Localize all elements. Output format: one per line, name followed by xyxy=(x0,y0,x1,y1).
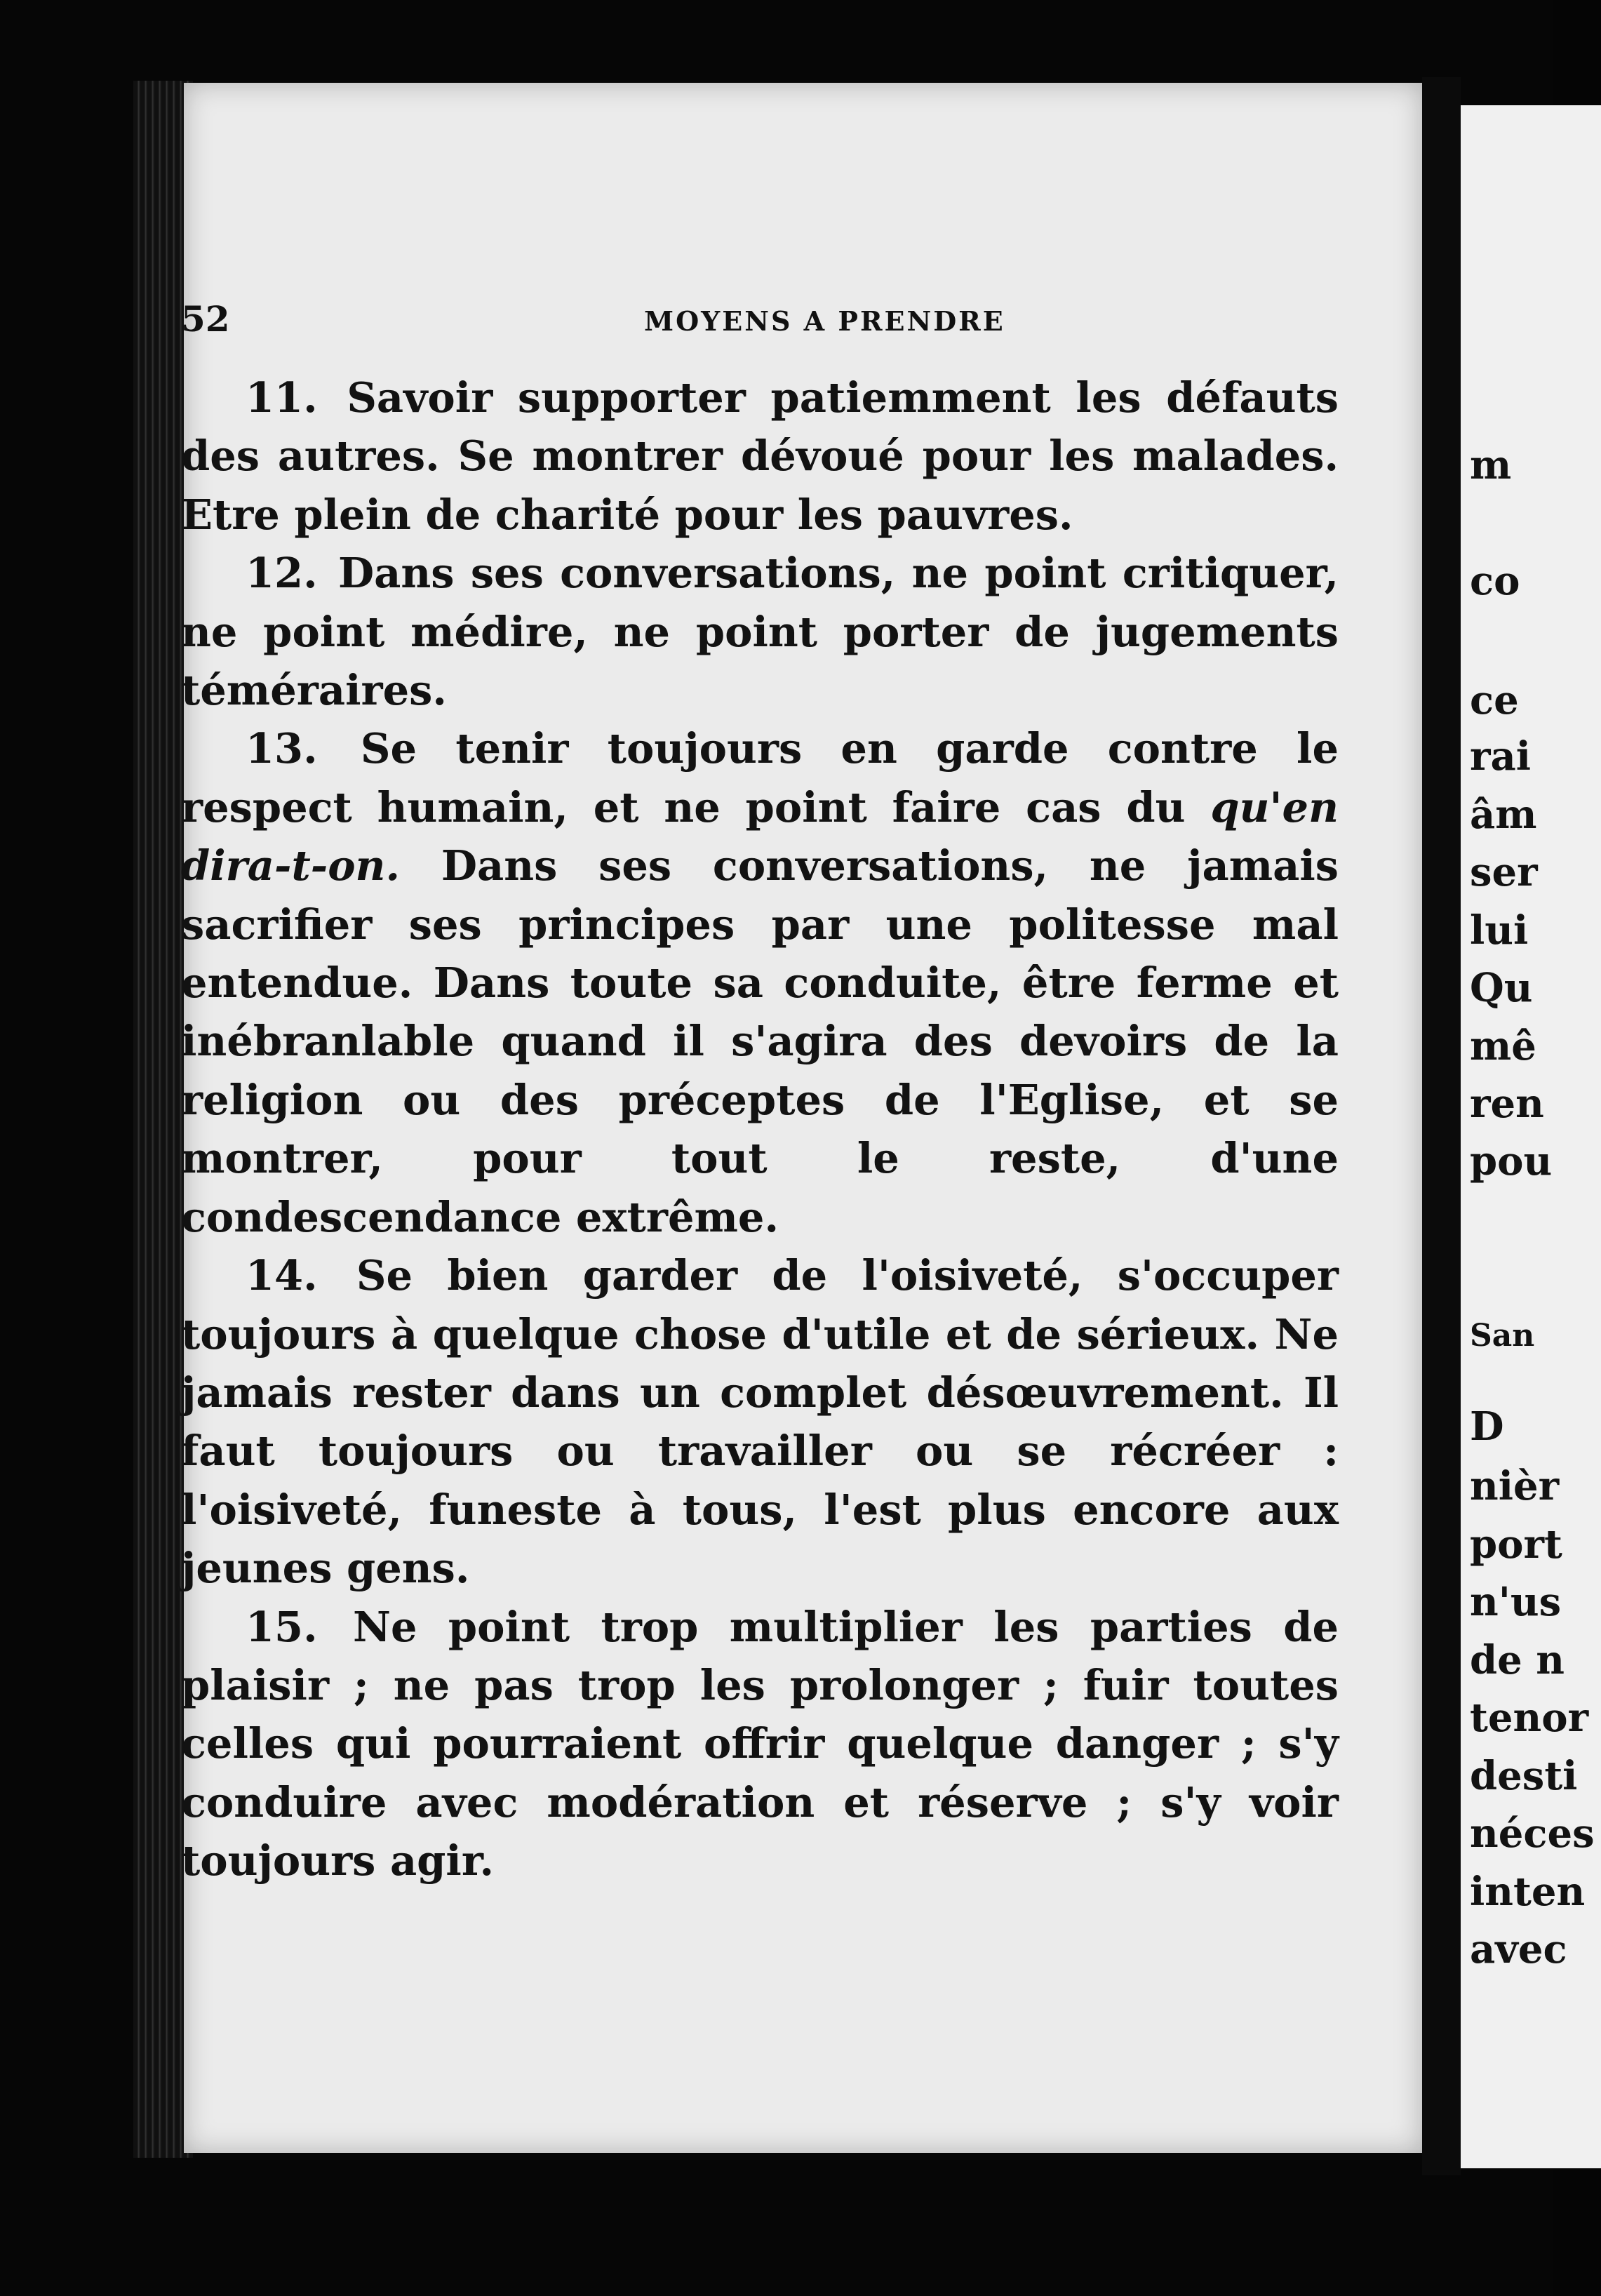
page-body xyxy=(181,368,1339,1890)
facing-fragment: port xyxy=(1470,1521,1562,1568)
paragraph-text: Dans ses conversations, ne jamais sacrifier ses principes par une politesse mal entendue. Dans toute sa conduite, être ferme et inébranlable quand il s'agira des devoirs de la religion ou des préceptes de l'Eglise, et se montrer, pour tout le reste, d'une condescendance extrême. xyxy=(181,841,1339,1241)
paragraph-text: Se bien garder de l'oisiveté, s'occuper toujours à quelque chose d'utile et de sérieux. Ne jamais rester dans un complet désœuvrement. Il faut toujours ou travailler ou se récréer : l'oisiveté, funeste à tous, l'est plus encore aux jeunes gens. xyxy=(181,1251,1339,1593)
paragraph-text: Se tenir toujours en garde contre le respect humain, et ne point faire cas du xyxy=(181,724,1339,832)
facing-fragment: pou xyxy=(1470,1138,1553,1184)
facing-fragment: tenor xyxy=(1470,1695,1589,1741)
facing-fragment: co xyxy=(1470,558,1520,604)
paragraph-text: Dans ses conversations, ne point critiquer, ne point médire, ne point porter de jugements téméraires. xyxy=(181,549,1339,715)
paragraph-12 xyxy=(181,544,1339,719)
facing-fragment: D xyxy=(1470,1403,1504,1450)
facing-fragment: mê xyxy=(1470,1023,1536,1069)
paragraph-number: 15. xyxy=(246,1602,318,1651)
facing-fragment: ser xyxy=(1470,849,1538,895)
running-title: MOYENS A PRENDRE xyxy=(644,305,1005,337)
paragraph-text: Ne point trop multiplier les parties de plaisir ; ne pas trop les prolonger ; fuir toutes celles qui pourraient offrir quelque danger ; s'y conduire avec modération et réserve ; s'y voir toujours agir. xyxy=(181,1602,1339,1885)
facing-fragment: ce xyxy=(1470,677,1519,723)
facing-fragment: de n xyxy=(1470,1637,1565,1683)
facing-fragment: m xyxy=(1470,442,1512,488)
paragraph-11 xyxy=(181,368,1339,544)
facing-fragment: Qu xyxy=(1470,965,1533,1011)
facing-fragment: rai xyxy=(1470,733,1532,780)
facing-fragment: ren xyxy=(1470,1081,1544,1127)
paragraph-text: Savoir supporter patiemment les défauts des autres. Se montrer dévoué pour les malades. Etre plein de charité pour les pauvres. xyxy=(181,373,1339,539)
facing-fragment: n'us xyxy=(1470,1579,1562,1625)
italic-phrase: qu'en dira-t-on. xyxy=(181,782,1339,890)
facing-fragment: néces xyxy=(1470,1810,1595,1857)
running-head xyxy=(181,298,1268,347)
paragraph-number: 12. xyxy=(246,549,318,598)
facing-fragment: desti xyxy=(1470,1753,1578,1799)
facing-fragment: âm xyxy=(1470,792,1537,838)
facing-fragment: inten xyxy=(1470,1869,1586,1915)
facing-fragment-heading: San xyxy=(1470,1318,1535,1354)
paragraph-number: 14. xyxy=(246,1251,318,1300)
facing-page-text xyxy=(1470,0,1595,2296)
facing-fragment: avec xyxy=(1470,1926,1567,1973)
facing-fragment: lui xyxy=(1470,907,1529,954)
facing-fragment: nièr xyxy=(1470,1463,1560,1509)
paragraph-15 xyxy=(181,1598,1339,1890)
page-number: 52 xyxy=(181,298,230,340)
paragraph-number: 13. xyxy=(246,724,318,773)
paragraph-14 xyxy=(181,1246,1339,1597)
book-gutter xyxy=(1422,77,1461,2175)
paragraph-number: 11. xyxy=(246,373,318,422)
paragraph-13 xyxy=(181,719,1339,1246)
